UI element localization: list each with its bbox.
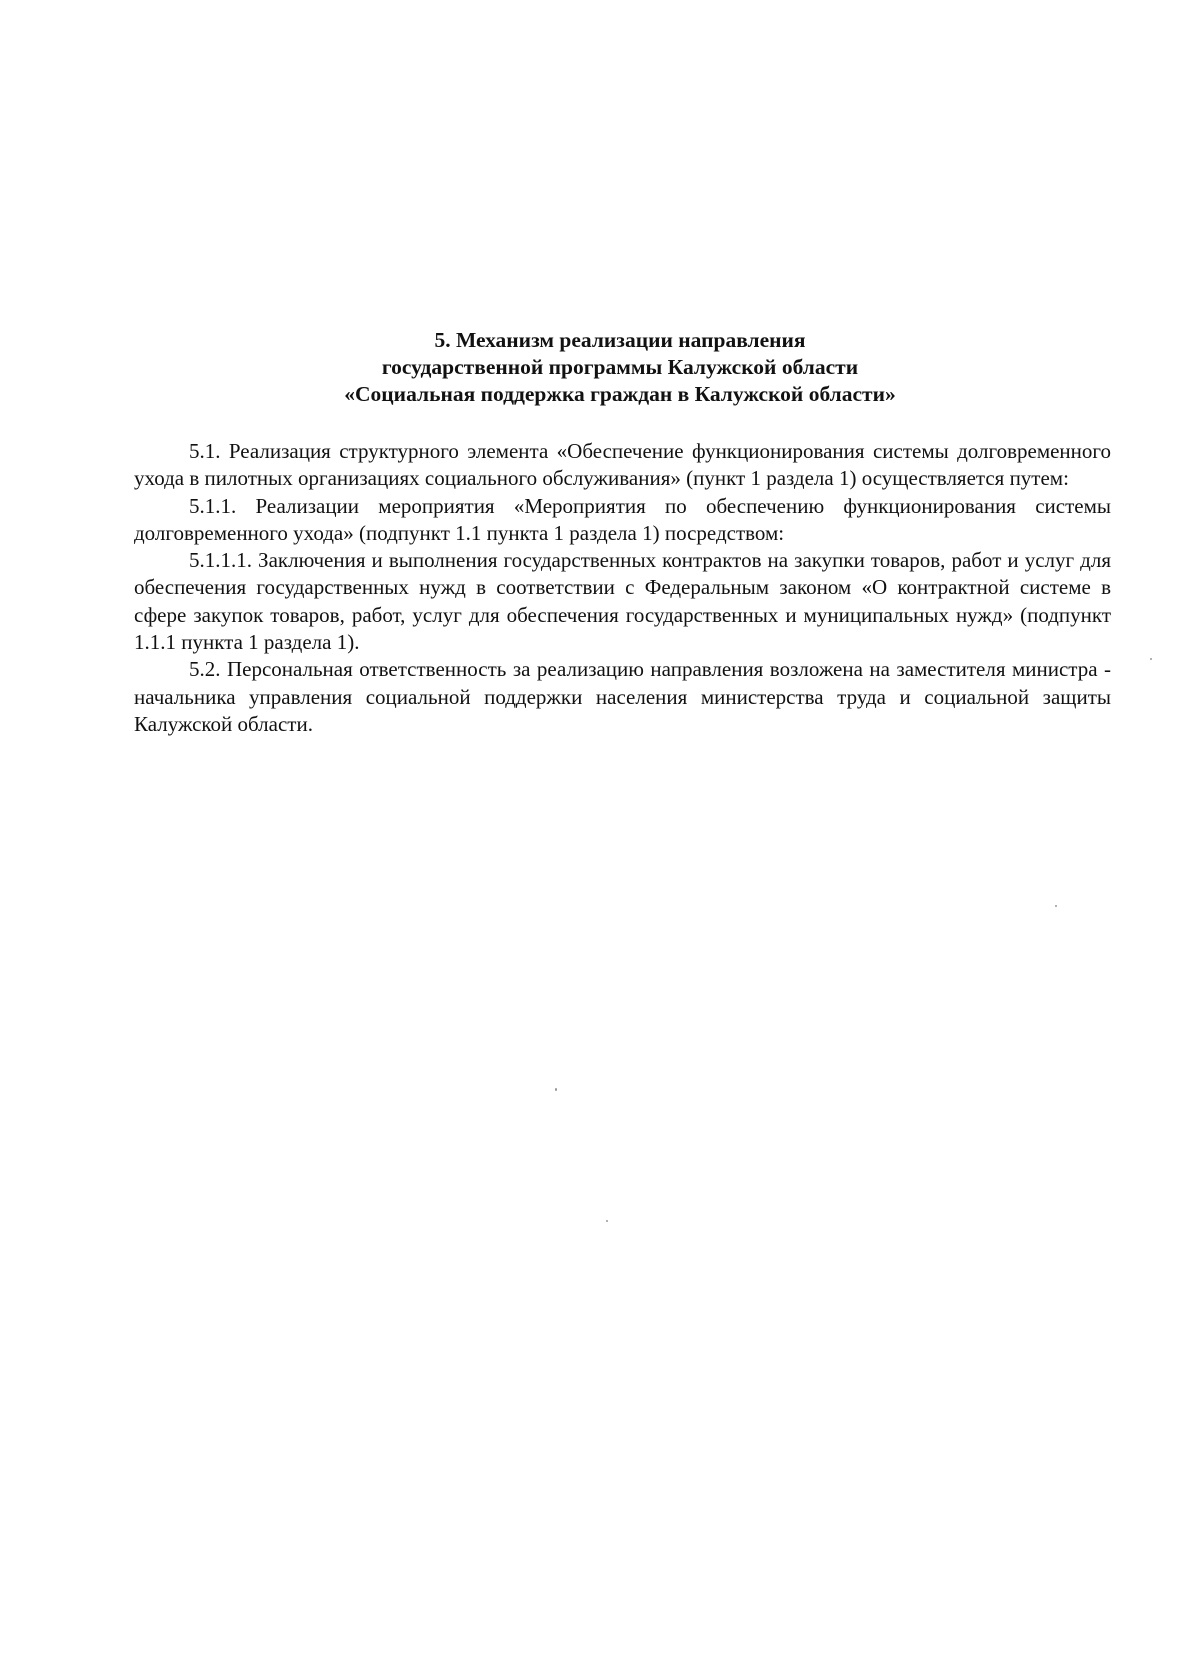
scan-speck	[1055, 905, 1057, 907]
heading-line-2: государственной программы Калужской области	[381, 355, 859, 379]
paragraph-5-1-1: 5.1.1. Реализации мероприятия «Мероприятия по обеспечению функционирования системы долговременного ухода» (подпункт 1.1 пункта 1 раздела 1) посредством:	[134, 493, 1111, 545]
scan-speck	[1150, 658, 1152, 660]
section-heading	[230, 327, 1010, 408]
section-body	[134, 438, 1111, 738]
paragraph-5-1-1-1: 5.1.1.1. Заключения и выполнения государственных контрактов на закупки товаров, работ и услуг для обеспечения государственных нужд в соответствии с Федеральным законом «О контрактной системе в сфере закупок товаров, работ, услуг для обеспечения государственных и муниципальных нужд» (подпункт 1.1.1 пункта 1 раздела 1).	[134, 548, 1111, 655]
paragraph-5-1: 5.1. Реализация структурного элемента «Обеспечение функционирования системы долговременного ухода в пилотных организациях социального обслуживания» (пункт 1 раздела 1) осуществляется путем:	[134, 439, 1111, 491]
heading-line-3: «Социальная поддержка граждан в Калужской области»	[344, 382, 896, 406]
paragraph-5-2: 5.2. Персональная ответственность за реализацию направления возложена на заместителя министра - начальника управления социальной поддержки населения министерства труда и социальной защиты Калужской области.	[134, 657, 1111, 736]
heading-line-1: 5. Механизм реализации направления	[434, 328, 806, 352]
scan-speck	[555, 1088, 557, 1091]
scan-speck	[606, 1220, 608, 1222]
